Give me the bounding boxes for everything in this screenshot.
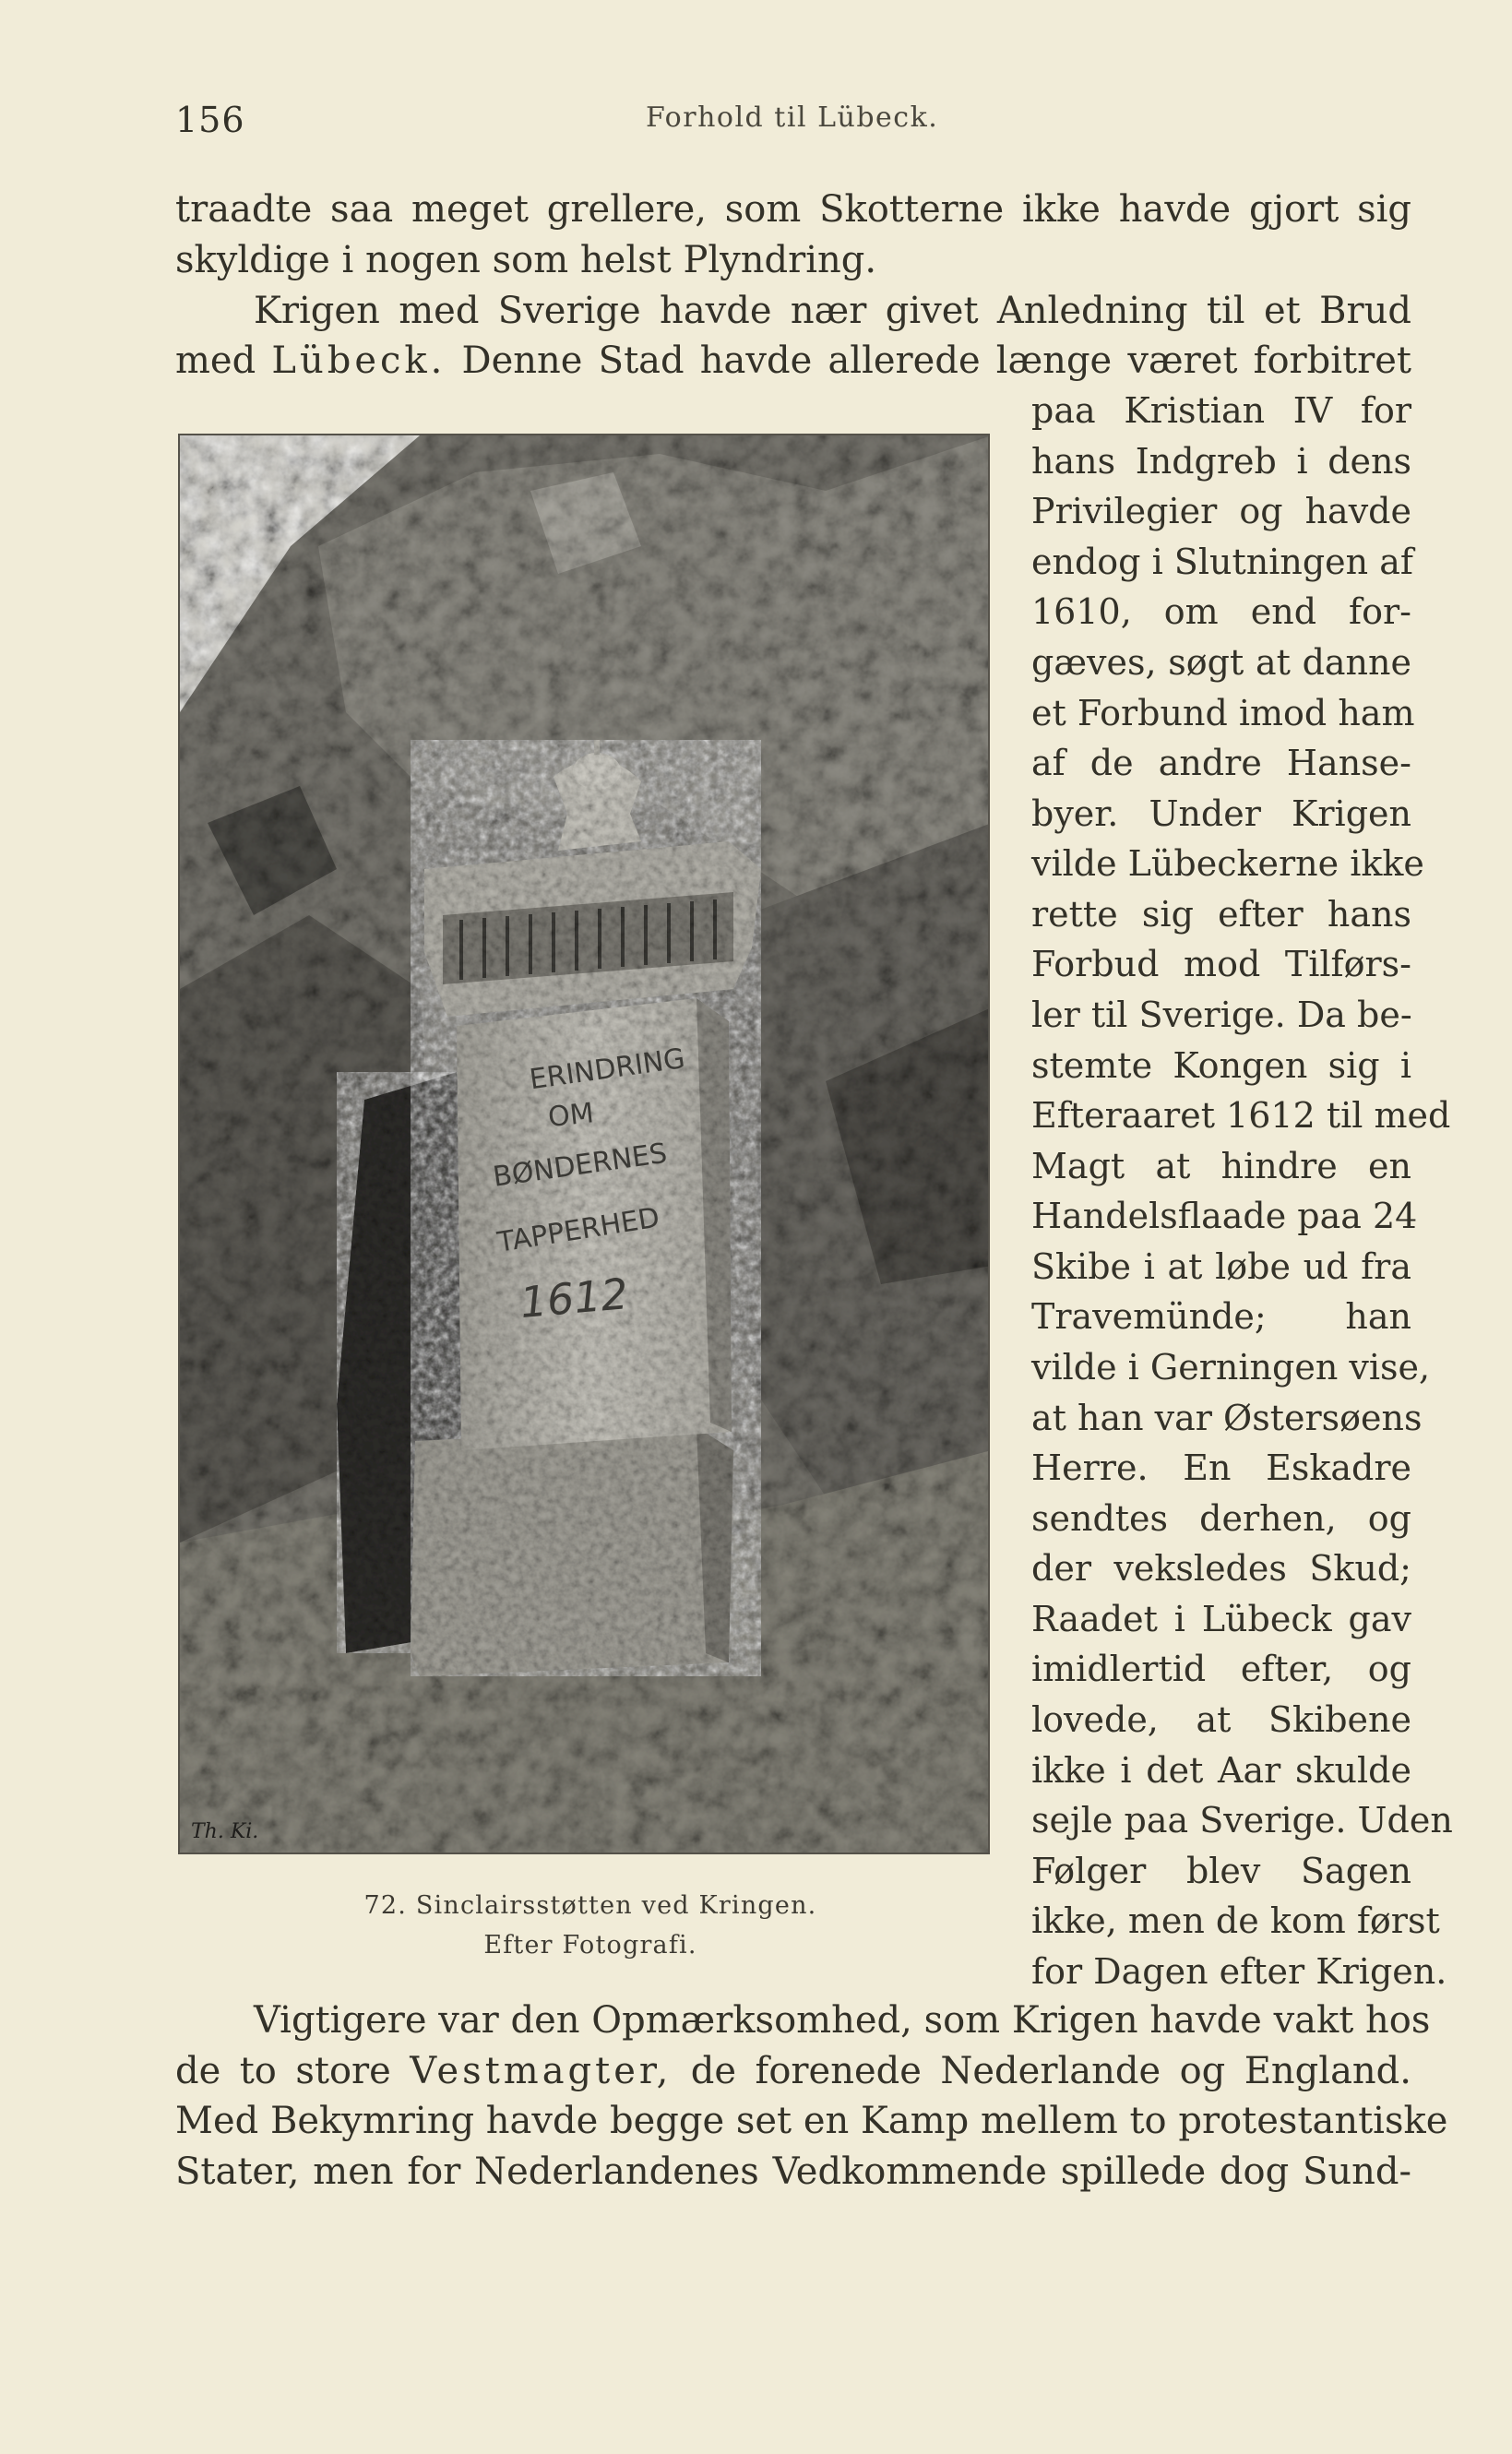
side-line: imidlertid efter, og: [1031, 1649, 1411, 1689]
side-line: 1610, om end for-: [1031, 591, 1411, 632]
side-line: hans Indgreb i dens: [1031, 441, 1411, 482]
side-line: Handelsflaade paa 24: [1031, 1196, 1418, 1236]
side-line: af de andre Hanse-: [1031, 743, 1411, 783]
side-line: paa Kristian IV for: [1031, 390, 1411, 431]
inscription-line: TAPPERHED: [494, 1201, 662, 1259]
side-line: vilde i Gerningen vise,: [1031, 1347, 1431, 1388]
text-line: skyldige i nogen som helst Plyndring.: [175, 239, 877, 281]
figure-photo: [178, 434, 990, 1854]
side-line: rette sig efter hans: [1031, 894, 1411, 935]
inscription-line: OM: [546, 1097, 596, 1135]
side-line: der veksledes Skud;: [1031, 1548, 1411, 1589]
side-line: gæves, søgt at danne: [1031, 642, 1411, 683]
side-line: for Dagen efter Krigen.: [1031, 1951, 1447, 1992]
side-line: ikke, men de kom først: [1031, 1900, 1440, 1941]
side-line: Forbud mod Tilførs-: [1031, 944, 1411, 984]
page-number: 156: [175, 100, 245, 140]
side-line: Privilegier og havde: [1031, 491, 1411, 531]
side-line: ikke i det Aar skulde: [1031, 1750, 1411, 1791]
side-line: at han var Østersøens: [1031, 1398, 1423, 1438]
text-line: Krigen med Sverige havde nær givet Anledning til et Brud: [254, 290, 1411, 332]
monument-photo: [180, 435, 990, 1854]
side-line: byer. Under Krigen: [1031, 793, 1411, 834]
figure-caption: 72. Sinclairsstøtten ved Kringen.: [363, 1891, 817, 1920]
side-line: Efteraaret 1612 til med: [1031, 1095, 1451, 1136]
inscription-line: 1612: [518, 1269, 630, 1328]
photo-signature: Th. Ki.: [191, 1820, 259, 1843]
side-line: Følger blev Sagen: [1031, 1851, 1411, 1891]
inscription-line: BØNDERNES: [491, 1137, 670, 1194]
running-head: Forhold til Lübeck.: [646, 101, 939, 134]
side-line: Magt at hindre en: [1031, 1146, 1411, 1186]
side-line: sendtes derhen, og: [1031, 1498, 1411, 1539]
text-line: Stater, men for Nederlandenes Vedkommende spillede dog Sund-: [175, 2150, 1411, 2193]
text-line: Vigtigere var den Opmærksomhed, som Krigen havde vakt hos: [254, 1999, 1431, 2042]
side-line: sejle paa Sverige. Uden: [1031, 1800, 1453, 1840]
side-line: Travemünde; han: [1031, 1296, 1411, 1337]
side-line: ler til Sverige. Da be-: [1031, 995, 1412, 1035]
side-line: endog i Slutningen af: [1031, 542, 1413, 582]
side-line: lovede, at Skibene: [1031, 1699, 1411, 1740]
side-line: Skibe i at løbe ud fra: [1031, 1246, 1411, 1287]
figure-caption-source: Efter Fotografi.: [483, 1931, 697, 1960]
spaced-word: Vestmagter,: [410, 2050, 673, 2092]
side-line: vilde Lübeckerne ikke: [1031, 843, 1424, 884]
text-line: med Lübeck. Denne Stad havde allerede længe været forbitret: [175, 340, 1411, 382]
side-line: et Forbund imod ham: [1031, 693, 1415, 733]
side-line: Raadet i Lübeck gav: [1031, 1599, 1411, 1639]
side-line: Herre. En Eskadre: [1031, 1447, 1411, 1488]
text-line: Med Bekymring havde begge set en Kamp mellem to protestantiske: [175, 2100, 1448, 2142]
spaced-word: Lübeck.: [271, 340, 446, 382]
side-line: stemte Kongen sig i: [1031, 1045, 1411, 1086]
text-line: traadte saa meget grellere, som Skotterne ikke havde gjort sig: [175, 188, 1411, 231]
text-line: de to store Vestmagter, de forenede Nederlande og England.: [175, 2050, 1412, 2092]
inscription-line: ERINDRING: [527, 1042, 687, 1097]
